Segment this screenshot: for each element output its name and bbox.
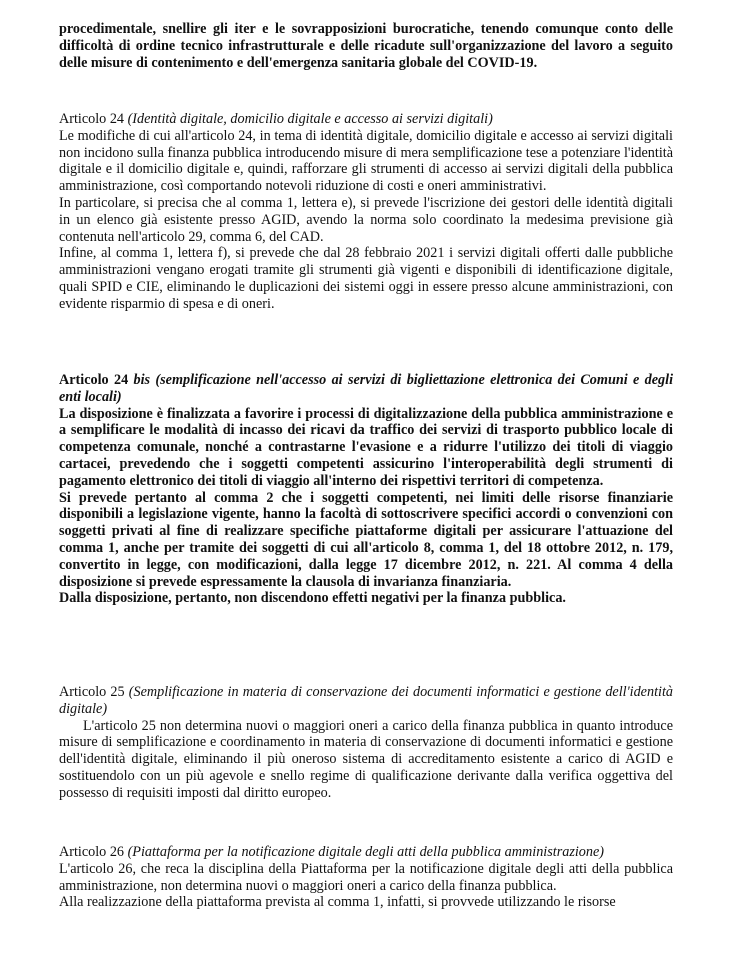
article-25-heading bbox=[59, 684, 673, 718]
intro-text: procedimentale, snellire gli iter e le sovrapposizioni burocratiche, tenendo comunque conto delle difficoltà di ordine tecnico infrastrutturale e delle ricadute sull'organizzazione del lavoro a seguito delle misure di contenimento e dell'emergenza sanitaria globale del COVID-19. bbox=[59, 21, 673, 71]
article-26-heading-prefix: Articolo 26 bbox=[59, 844, 125, 860]
article-24-bis-heading-title: bis (semplificazione nell'accesso ai servizi di bigliettazione elettronica dei Comuni e degli enti locali) bbox=[59, 372, 674, 405]
article-24-bis-heading bbox=[59, 372, 673, 406]
article-26-paragraph-2: Alla realizzazione della piattaforma prevista al comma 1, infatti, si provvede utilizzando le risorse bbox=[59, 894, 616, 911]
article-24-bis-heading-prefix: Articolo 24 bbox=[59, 372, 129, 388]
section-article-26 bbox=[59, 844, 673, 911]
intro-paragraph bbox=[59, 21, 673, 71]
article-26-heading bbox=[59, 844, 673, 861]
article-24-heading bbox=[59, 111, 673, 128]
article-25-heading-title: (Semplificazione in materia di conservazione dei documenti informatici e gestione dell'identità digitale) bbox=[59, 684, 673, 717]
section-article-24 bbox=[59, 111, 673, 313]
article-24-paragraph-1: Le modifiche di cui all'articolo 24, in tema di identità digitale, domicilio digitale e accesso ai servizi digitali non incidono sulla finanza pubblica introducendo misure di mera semplificazione tese a potenziare l'identità digitale e il domicilio digitale e, quindi, rafforzare gli strumenti di accesso ai servizi digitali della pubblica amministrazione, così comportando notevoli riduzione di costi e oneri amministrativi. bbox=[59, 127, 673, 195]
article-24-paragraph-2: In particolare, si precisa che al comma 1, lettera e), si prevede l'iscrizione dei gestori delle identità digitali in un elenco già esistente presso AGID, avendo la norma solo coordinato la medesima previsione già contenuta nell'articolo 29, comma 6, del CAD. bbox=[59, 194, 673, 245]
article-24-heading-title: (Identità digitale, domicilio digitale e accesso ai servizi digitali) bbox=[127, 111, 493, 127]
article-24-paragraph-3: Infine, al comma 1, lettera f), si prevede che dal 28 febbraio 2021 i servizi digitali offerti dalle pubbliche amministrazioni vengano erogati tramite gli strumenti già vigenti e disponibili di identificazione digitale, quali SPID e CIE, eliminando le duplicazioni dei sistemi oggi in essere presso alcune amministrazioni, con evidente risparmio di spesa e di oneri. bbox=[59, 245, 673, 312]
article-24-bis-paragraph-3: Dalla disposizione, pertanto, non discendono effetti negativi per la finanza pubblica. bbox=[59, 590, 566, 607]
article-24-heading-prefix: Articolo 24 bbox=[59, 111, 125, 127]
article-25-paragraph-1: L'articolo 25 non determina nuovi o maggiori oneri a carico della finanza pubblica in quanto introduce misure di semplificazione e coordinamento in materia di conservazione di documenti informatici e gestione dell'identità digitale, eliminando il più oneroso sistema di accreditamento esistente a carico di AGID e sostituendolo con un più agevole e snello regime di qualificazione derivante dalla verifica oggettiva del possesso di requisiti imposti dal diritto europeo. bbox=[59, 717, 673, 801]
article-24-bis-paragraph-1: La disposizione è finalizzata a favorire i processi di digitalizzazione della pubblica amministrazione e a semplificare le modalità di incasso dei ricavi da traffico dei servizi di trasporto pubblico locale di competenza comunale, nonché a contrastarne l'evasione e a ridurre l'utilizzo dei titoli di viaggio cartacei, prevedendo che i soggetti competenti assicurino l'interoperabilità degli strumenti di pagamento elettronico dei titoli di viaggio all'interno dei rispettivi territori di competenza. bbox=[59, 405, 673, 489]
section-article-25 bbox=[59, 684, 673, 802]
article-26-heading-title: (Piattaforma per la notificazione digitale degli atti della pubblica amministrazione) bbox=[127, 844, 604, 860]
section-article-24-bis bbox=[59, 372, 673, 607]
article-25-heading-prefix: Articolo 25 bbox=[59, 684, 125, 700]
article-24-bis-paragraph-2: Si prevede pertanto al comma 2 che i soggetti competenti, nei limiti delle risorse finanziarie disponibili a legislazione vigente, hanno la facoltà di sottoscrivere specifici accordi o convenzioni con soggetti privati al fine di realizzare specifiche piattaforme digitali per assicurare l'attuazione del comma 1, anche per tramite dei soggetti di cui all'articolo 8, comma 1, del 18 ottobre 2012, n. 179, convertito in legge, con modificazioni, dalla legge 17 dicembre 2012, n. 221. Al comma 4 della disposizione si prevede espressamente la clausola di invarianza finanziaria. bbox=[59, 489, 673, 590]
article-26-paragraph-1: L'articolo 26, che reca la disciplina della Piattaforma per la notificazione digitale degli atti della pubblica amministrazione, non determina nuovi o maggiori oneri a carico della finanza pubblica. bbox=[59, 860, 673, 894]
